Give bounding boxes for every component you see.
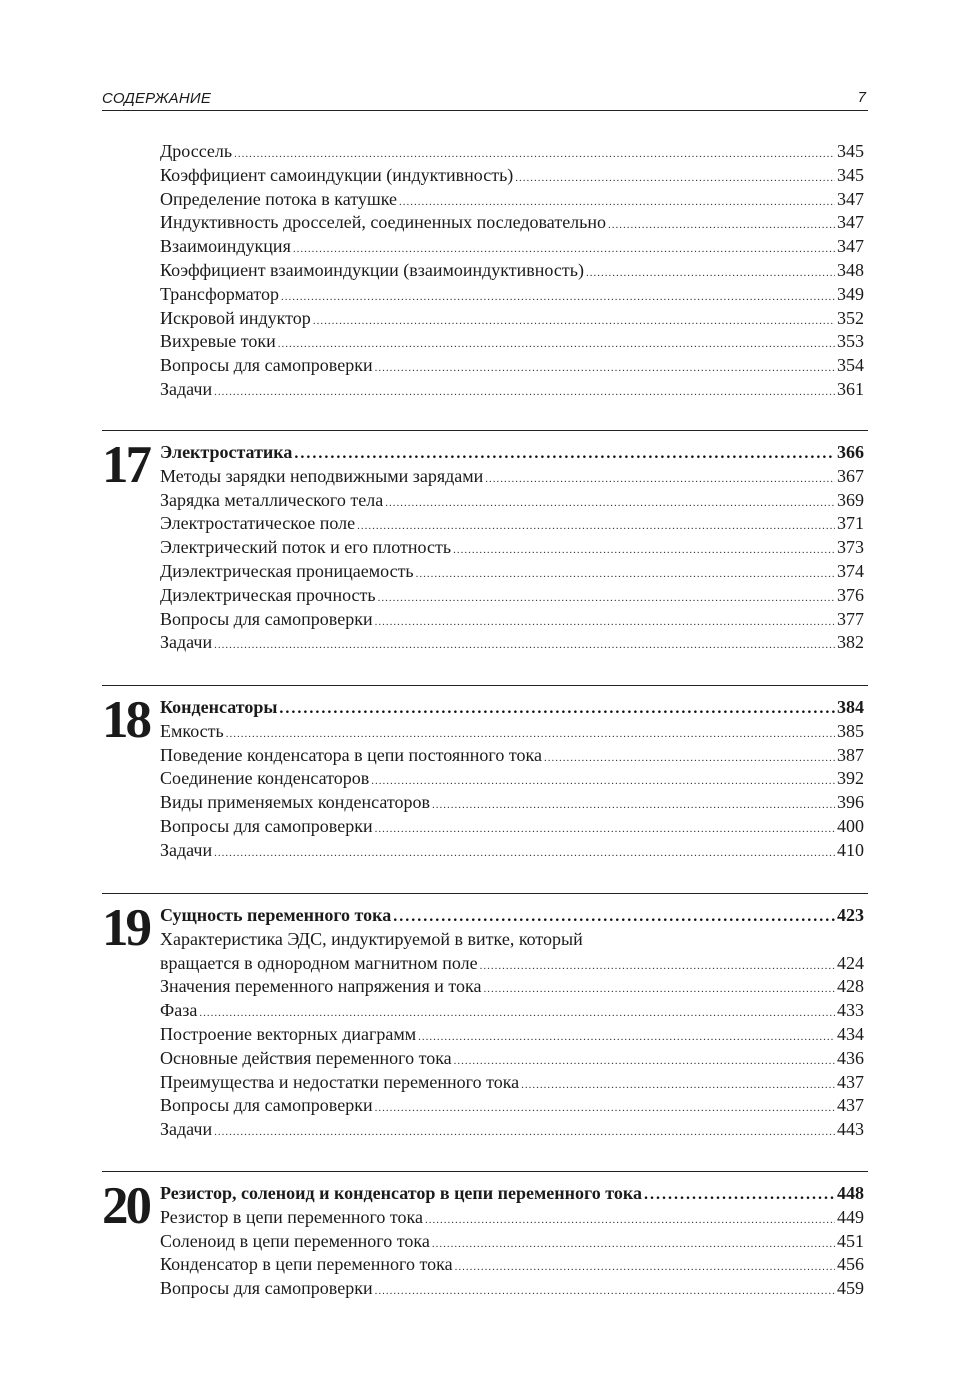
toc-entry[interactable]: Диэлектрическая проницаемость ..... 374 — [160, 560, 864, 584]
leader-dots — [214, 378, 835, 402]
leader-dots — [418, 1023, 835, 1047]
running-header — [102, 88, 868, 111]
leader-dots — [375, 815, 835, 839]
leader-dots — [378, 584, 835, 608]
toc-entry-first-line[interactable]: Характеристика ЭДС, индуктируемой в витке, который — [160, 928, 583, 949]
leader-dots — [226, 720, 835, 744]
toc-entry[interactable]: Искровой индуктор ..... 352 — [160, 307, 864, 331]
toc-entry[interactable]: Дроссель ..... 345 — [160, 140, 864, 164]
toc-entries — [160, 441, 864, 655]
toc-entry[interactable]: Конденсатор в цепи переменного тока ..... 456 — [160, 1253, 864, 1277]
leader-dots — [281, 283, 835, 307]
toc-entry[interactable]: Коэффициент взаимоиндукции (взаимоиндуктивность) ..... 348 — [160, 259, 864, 283]
leader-dots — [214, 1118, 835, 1142]
chapter-number: 19 — [102, 899, 149, 957]
leader-dots — [278, 330, 835, 354]
leader-dots — [432, 791, 835, 815]
leader-dots — [279, 696, 835, 720]
leader-dots — [375, 1277, 835, 1301]
toc-entry[interactable]: Виды применяемых конденсаторов ..... 396 — [160, 791, 864, 815]
toc-entry[interactable]: Задачи ..... 382 — [160, 631, 864, 655]
leader-dots — [385, 489, 835, 513]
leader-dots — [294, 441, 835, 465]
chapter-19 — [102, 893, 868, 1149]
toc-entry[interactable]: Поведение конденсатора в цепи постоянного тока ..... 387 — [160, 744, 864, 768]
page-number: 7 — [857, 89, 866, 106]
chapter-number: 20 — [102, 1177, 149, 1235]
toc-entry[interactable]: Электростатическое поле ..... 371 — [160, 512, 864, 536]
toc-entry[interactable]: Соединение конденсаторов ..... 392 — [160, 767, 864, 791]
leader-dots — [455, 1253, 835, 1277]
toc-entry[interactable]: Вихревые токи ..... 353 — [160, 330, 864, 354]
toc-entry[interactable]: Задачи ..... 443 — [160, 1118, 864, 1142]
toc-entry[interactable]: Емкость ..... 385 — [160, 720, 864, 744]
toc-entry[interactable]: Индуктивность дросселей, соединенных последовательно ..... 347 — [160, 211, 864, 235]
toc-entry[interactable]: Фаза ..... 433 — [160, 999, 864, 1023]
leader-dots — [399, 188, 835, 212]
leader-dots — [357, 512, 835, 536]
toc-entry[interactable]: Значения переменного напряжения и тока ..... 428 — [160, 975, 864, 999]
leader-dots — [521, 1071, 835, 1095]
chapter-title-entry[interactable]: Сущность переменного тока ..... 423 — [160, 904, 864, 928]
leader-dots — [480, 952, 835, 976]
leader-dots — [425, 1206, 835, 1230]
toc-entry[interactable]: Электрический поток и его плотность ..... 373 — [160, 536, 864, 560]
chapter-number: 17 — [102, 436, 149, 494]
toc-entry[interactable]: Преимущества и недостатки переменного тока ..... 437 — [160, 1071, 864, 1095]
leader-dots — [375, 354, 835, 378]
toc-entry[interactable]: Вопросы для самопроверки ..... 400 — [160, 815, 864, 839]
leader-dots — [375, 1094, 835, 1118]
leader-dots — [644, 1182, 835, 1206]
leader-dots — [453, 536, 835, 560]
leader-dots — [214, 839, 835, 863]
toc-entries — [160, 140, 864, 402]
chapter-18 — [102, 685, 868, 871]
toc-entry[interactable]: Трансформатор ..... 349 — [160, 283, 864, 307]
chapter-title-entry[interactable]: Резистор, соленоид и конденсатор в цепи переменного тока ..... 448 — [160, 1182, 864, 1206]
toc-entry[interactable]: Соленоид в цепи переменного тока ..... 451 — [160, 1230, 864, 1254]
toc-entry[interactable]: Задачи ..... 361 — [160, 378, 864, 402]
toc-entry[interactable]: Вопросы для самопроверки ..... 437 — [160, 1094, 864, 1118]
toc-entry[interactable]: Определение потока в катушке ..... 347 — [160, 188, 864, 212]
toc-entry[interactable]: Вопросы для самопроверки ..... 354 — [160, 354, 864, 378]
toc-entry[interactable]: Методы зарядки неподвижными зарядами ..... 367 — [160, 465, 864, 489]
chapter-number: 18 — [102, 691, 149, 749]
toc-entry[interactable]: Построение векторных диаграмм ..... 434 — [160, 1023, 864, 1047]
leader-dots — [515, 164, 835, 188]
leader-dots — [371, 767, 835, 791]
toc-entries — [160, 696, 864, 863]
toc-entry[interactable]: Зарядка металлического тела ..... 369 — [160, 489, 864, 513]
toc-entry[interactable]: Взаимоиндукция ..... 347 — [160, 235, 864, 259]
leader-dots — [375, 608, 835, 632]
toc-entry[interactable]: Задачи ..... 410 — [160, 839, 864, 863]
running-header-title: СОДЕРЖАНИЕ — [102, 90, 212, 107]
leader-dots — [416, 560, 835, 584]
leader-dots — [454, 1047, 835, 1071]
leader-dots — [544, 744, 835, 768]
toc-entry[interactable]: Вопросы для самопроверки ..... 459 — [160, 1277, 864, 1301]
leader-dots — [214, 631, 835, 655]
toc-entry[interactable]: Резистор в цепи переменного тока ..... 449 — [160, 1206, 864, 1230]
toc-entries — [160, 904, 864, 1142]
leader-dots — [483, 975, 835, 999]
leader-dots — [234, 140, 835, 164]
toc-entry[interactable]: Диэлектрическая прочность ..... 376 — [160, 584, 864, 608]
chapter-20 — [102, 1171, 868, 1312]
toc-entries — [160, 1182, 864, 1301]
leader-dots — [586, 259, 835, 283]
leader-dots — [485, 465, 835, 489]
leader-dots — [199, 999, 835, 1023]
leader-dots — [393, 904, 835, 928]
toc-entry[interactable]: Основные действия переменного тока ..... 436 — [160, 1047, 864, 1071]
chapter-17 — [102, 430, 868, 661]
chapter-title-entry[interactable]: Конденсаторы ..... 384 — [160, 696, 864, 720]
chapter-title-entry[interactable]: Электростатика ..... 366 — [160, 441, 864, 465]
leader-dots — [432, 1230, 835, 1254]
leader-dots — [313, 307, 835, 331]
toc-entry[interactable]: Коэффициент самоиндукции (индуктивность) ..... 345 — [160, 164, 864, 188]
leader-dots — [293, 235, 835, 259]
leader-dots — [608, 211, 835, 235]
toc-entry[interactable]: Вопросы для самопроверки ..... 377 — [160, 608, 864, 632]
toc-entry[interactable]: вращается в однородном магнитном поле ..... 424 — [160, 952, 864, 976]
